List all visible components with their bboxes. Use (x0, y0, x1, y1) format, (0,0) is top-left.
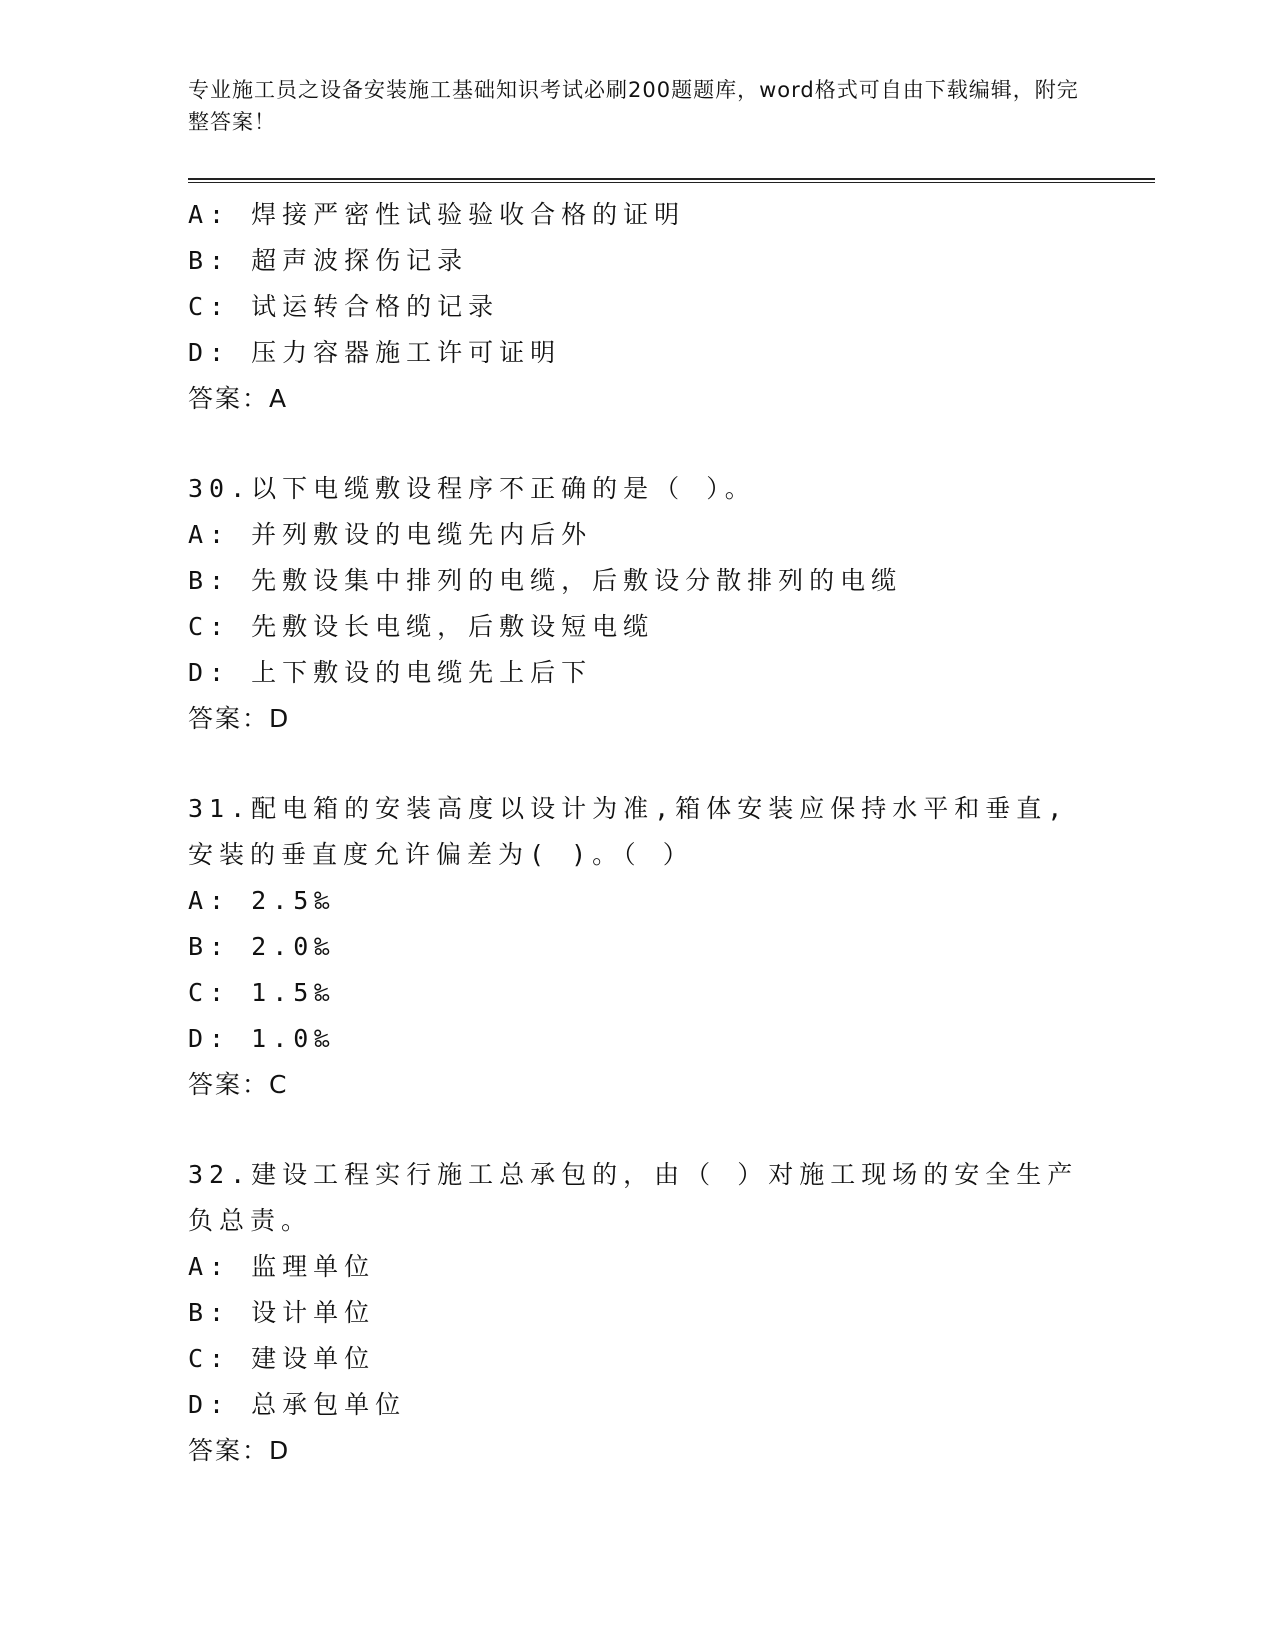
answer-line: 答案：C (188, 1070, 289, 1099)
option-d: D: 总承包单位 (188, 1390, 407, 1419)
question-stem: 31.配电箱的安装高度以设计为准,箱体安装应保持水平和垂直,安装的垂直度允许偏差为( )。（ ） (188, 794, 1069, 869)
document-header: 专业施工员之设备安装施工基础知识考试必刷200题题库，word格式可自由下载编辑，附完整答案！ (188, 78, 1079, 134)
question-30 (188, 466, 1148, 742)
question-spacer (188, 1108, 1148, 1152)
option-b: B: 超声波探伤记录 (188, 246, 469, 275)
question-continued (188, 192, 1148, 422)
option-d: D: 上下敷设的电缆先上后下 (188, 658, 593, 687)
option-d: D: 压力容器施工许可证明 (188, 338, 562, 367)
option-b: B: 设计单位 (188, 1298, 376, 1327)
option-c: C: 试运转合格的记录 (188, 292, 500, 321)
question-spacer (188, 742, 1148, 786)
option-b: B: 2.0‰ (188, 932, 336, 961)
answer-line: 答案：A (188, 384, 289, 413)
option-a: A: 2.5‰ (188, 886, 336, 915)
question-list (188, 192, 1148, 1474)
option-b: B: 先敷设集中排列的电缆，后敷设分散排列的电缆 (188, 566, 903, 595)
option-a: A: 焊接严密性试验验收合格的证明 (188, 200, 686, 229)
question-32 (188, 1152, 1148, 1474)
header-divider (188, 178, 1155, 183)
option-a: A: 并列敷设的电缆先内后外 (188, 520, 593, 549)
option-a: A: 监理单位 (188, 1252, 376, 1281)
question-stem: 32.建设工程实行施工总承包的，由（ ）对施工现场的安全生产负总责。 (188, 1160, 1079, 1235)
question-spacer (188, 422, 1148, 466)
option-c: C: 建设单位 (188, 1344, 376, 1373)
option-d: D: 1.0‰ (188, 1024, 336, 1053)
option-c: C: 先敷设长电缆，后敷设短电缆 (188, 612, 655, 641)
answer-line: 答案：D (188, 1436, 291, 1465)
option-c: C: 1.5‰ (188, 978, 336, 1007)
question-stem: 30.以下电缆敷设程序不正确的是（ ）。 (188, 474, 756, 503)
question-31 (188, 786, 1148, 1108)
answer-line: 答案：D (188, 704, 291, 733)
